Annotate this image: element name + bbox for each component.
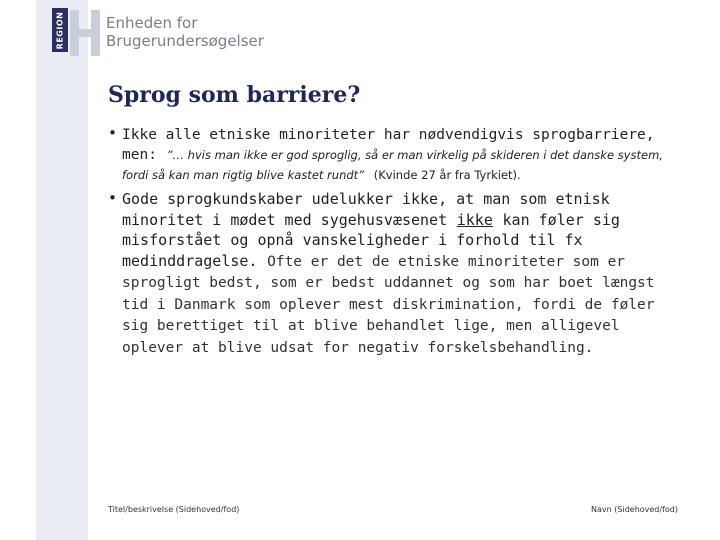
- region-logo: [52, 8, 68, 52]
- slide-content: [108, 124, 688, 364]
- bullet-1-quote-ref: (Kvinde 27 år fra Tyrkiet).: [373, 168, 521, 182]
- bullet-2: [108, 189, 688, 358]
- footer-right: Navn (Sidehoved/fod): [591, 505, 678, 514]
- h-logo-mark: [70, 10, 100, 56]
- org-name: [106, 14, 264, 50]
- bullet-dot: •: [108, 189, 118, 207]
- bullet-2-bold-pre: Gode sprogkundskaber udelukker ikke, at man som etnisk minoritet i mødet med sygehusvæsenet: [122, 190, 610, 229]
- bullet-1-text: Ikke alle etniske minoriteter har nødvendigvis sprogbarriere,: [122, 127, 655, 143]
- bullet-2-bold-post: kan føler sig misforstået og opnå vanskeligheder i forhold til fx medinddragelse.: [122, 210, 620, 270]
- region-logo-text: REGION: [55, 11, 65, 49]
- footer-left: Titel/beskrivelse (Sidehoved/fod): [108, 505, 240, 514]
- bullet-1: [108, 124, 688, 183]
- org-name-line-2: Brugerundersøgelser: [106, 32, 264, 50]
- slide-title: Sprog som barriere?: [108, 82, 361, 108]
- side-band: [36, 0, 88, 540]
- bullet-dot: •: [108, 124, 118, 142]
- bullet-2-bold-underline: ikke: [456, 210, 493, 229]
- bullet-1-men: men:: [122, 147, 157, 163]
- bullet-1-quote: ”… hvis man ikke er god sproglig, så er man virkelig på skideren i det danske system, fordi så kan man rigtig blive kastet rundt”: [122, 148, 663, 182]
- bullet-2-normal: Ofte er det de etniske minoriteter som er sprogligt bedst, som er bedst uddannet og som har boet længst tid i Danmark som oplever mest diskrimination, fordi de føler sig berettiget til at blive behandlet lige, men alligevel oplever at blive udsat for negativ forskelsbehandling.: [122, 253, 655, 356]
- org-name-line-1: Enheden for: [106, 14, 198, 32]
